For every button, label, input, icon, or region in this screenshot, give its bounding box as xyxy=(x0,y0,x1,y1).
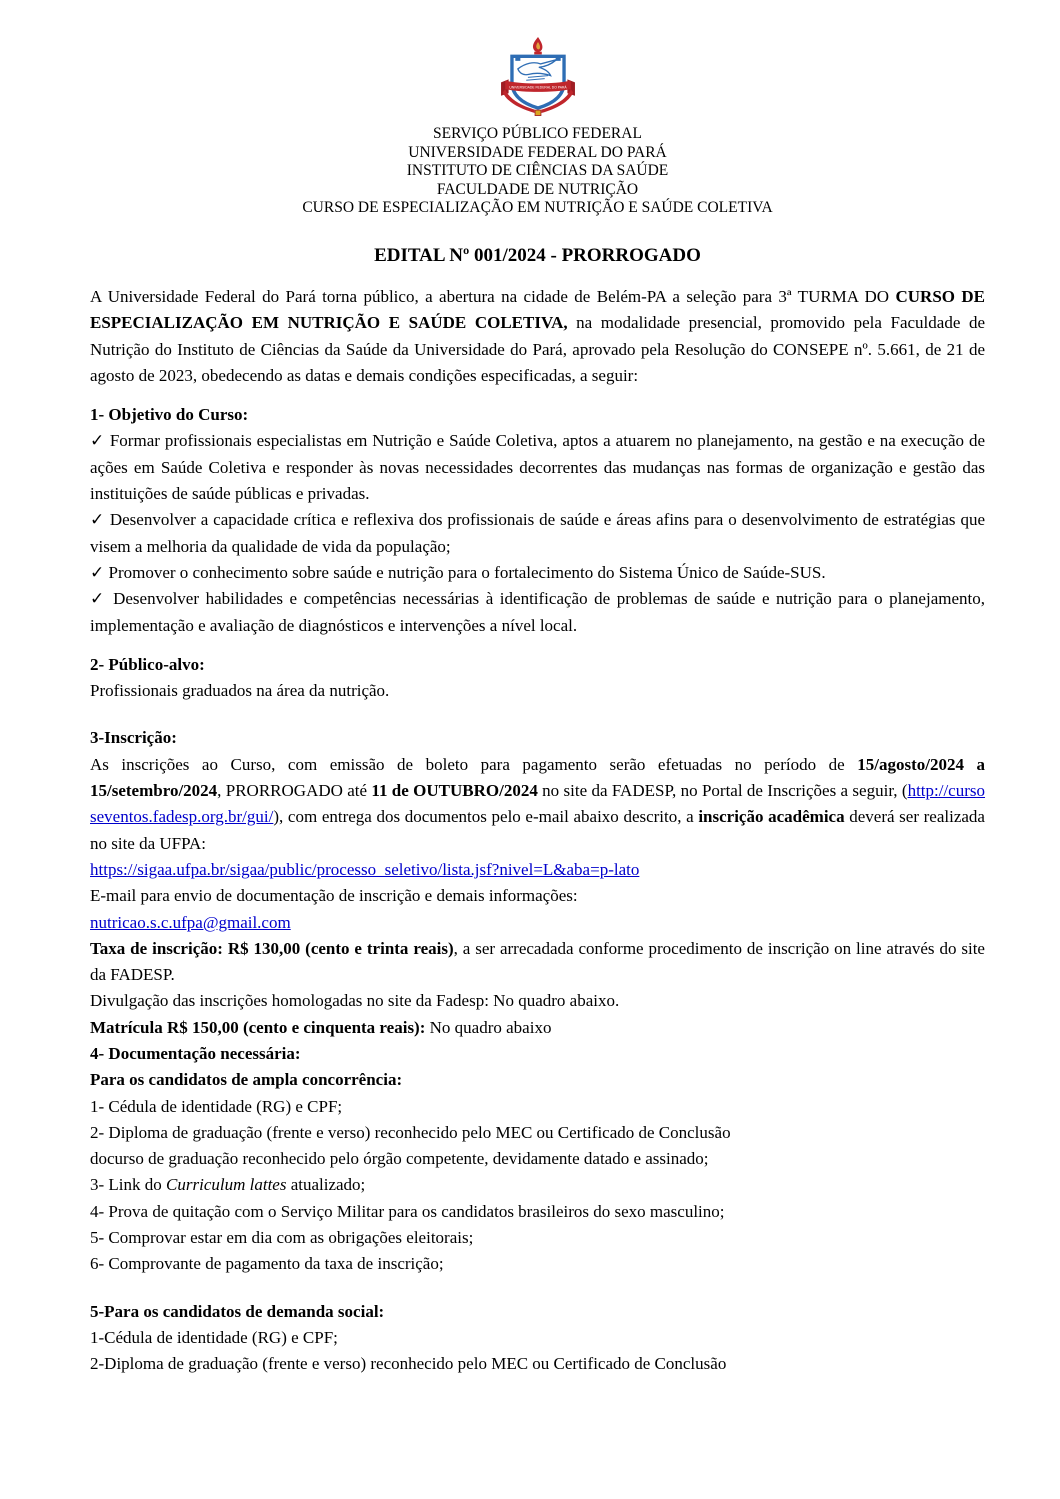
flame-icon xyxy=(532,37,541,54)
objective-item-4 xyxy=(90,586,985,639)
text-run: 15/agosto/2024 a 15/setembro/2024 xyxy=(90,754,985,801)
document-body xyxy=(90,284,985,1378)
objective-item-2 xyxy=(90,507,985,560)
org-line-2: UNIVERSIDADE FEDERAL DO PARÁ xyxy=(408,143,667,161)
doc-item-6 xyxy=(90,1251,985,1277)
text-run: 5-Para os candidatos de demanda social: xyxy=(90,1301,385,1321)
text-run: ✓ Formar profissionais especialistas em Nutrição e Saúde Coletiva, aptos a atuarem no planejamento, na gestão e na execução de ações em Saúde Coletiva e responder às novas necessidades decorrentes das mudanças nas formas de organização e gestão das instituições de saúde públicas e privadas. xyxy=(90,431,985,504)
org-line-3: INSTITUTO DE CIÊNCIAS DA SAÚDE xyxy=(406,162,669,180)
org-line-5: CURSO DE ESPECIALIZAÇÃO EM NUTRIÇÃO E SAÚDE COLETIVA xyxy=(302,199,773,217)
email-info-line xyxy=(90,883,985,909)
text-run: Curriculum lattes xyxy=(166,1175,287,1195)
text-run: ), com entrega dos documentos pelo e-mail abaixo descrito, a xyxy=(273,807,699,827)
text-run: No quadro abaixo xyxy=(425,1017,552,1037)
section-5-heading xyxy=(90,1299,985,1325)
text-run: As inscrições ao Curso, com emissão de boleto para pagamento serão efetuadas no período de xyxy=(90,754,858,774)
text-run: 5- Comprovar estar em dia com as obrigações eleitorais; xyxy=(90,1228,474,1248)
text-run: , PRORROGADO até xyxy=(217,781,372,801)
sigaa-link-line xyxy=(90,857,985,883)
fee-paragraph xyxy=(90,936,985,989)
doc-item-5 xyxy=(90,1225,985,1251)
text-run: 4- Prova de quitação com o Serviço Militar para os candidatos brasileiros do sexo masculino; xyxy=(90,1201,725,1221)
text-run: 2- Diploma de graduação (frente e verso) reconhecido pelo MEC ou Certificado de Conclusão xyxy=(90,1122,731,1142)
email-link-line xyxy=(90,910,985,936)
text-run: Matrícula R$ 150,00 (cento e cinquenta reais): xyxy=(90,1017,426,1037)
crest-banner-text: UNIVERSIDADE FEDERAL DO PARÁ xyxy=(508,85,567,90)
inscription-paragraph xyxy=(90,752,985,857)
text-run: ✓ Desenvolver habilidades e competências necessárias à identificação de problemas de saúde e nutrição para o planejamento, implementação e avaliação de diagnósticos e intervenções a nível local. xyxy=(90,589,985,635)
doc-item-3 xyxy=(90,1172,985,1198)
text-run: ✓ Promover o conhecimento sobre saúde e nutrição para o fortalecimento do Sistema Único de Saúde-SUS. xyxy=(90,562,826,582)
text-run: CURSO DE ESPECIALIZAÇÃO EM NUTRIÇÃO E SAÚDE COLETIVA, xyxy=(90,286,986,333)
social-item-1 xyxy=(90,1325,985,1351)
text-run: deverá ser realizada no site da UFPA: xyxy=(90,807,985,853)
pendant-ornament xyxy=(535,110,541,115)
intro-paragraph xyxy=(90,284,985,389)
ufpa-logo-crest xyxy=(496,36,580,122)
text-run: atualizado; xyxy=(286,1175,366,1195)
text-run: A Universidade Federal do Pará torna público, a abertura na cidade de Belém-PA a seleção para 3ª TURMA DO xyxy=(90,286,896,306)
ampla-concorrencia-heading xyxy=(90,1067,985,1093)
text-run: 3-Inscrição: xyxy=(90,728,177,748)
section-3-heading xyxy=(90,725,985,751)
section-4-heading xyxy=(90,1041,985,1067)
text-run: 6- Comprovante de pagamento da taxa de inscrição; xyxy=(90,1254,444,1274)
target-audience-line xyxy=(90,678,985,704)
email-link[interactable]: nutricao.s.c.ufpa@gmail.com xyxy=(90,912,291,932)
text-run: no site da FADESP, no Portal de Inscrições a seguir, ( xyxy=(537,781,908,801)
text-run: Taxa de inscrição: R$ 130,00 (cento e trinta reais) xyxy=(90,938,454,958)
org-header xyxy=(90,125,985,218)
enrollment-fee-line xyxy=(90,1015,985,1041)
section-1-heading xyxy=(90,402,985,428)
text-run: 1-Cédula de identidade (RG) e CPF; xyxy=(90,1327,338,1347)
text-run: , a ser arrecadada conforme procedimento de inscrição on line através do site da FADESP. xyxy=(90,938,985,985)
text-run: Profissionais graduados na área da nutrição. xyxy=(90,681,390,701)
objective-item-1 xyxy=(90,428,985,507)
homologation-line xyxy=(90,988,985,1014)
text-run: 4- Documentação necessária: xyxy=(90,1043,301,1063)
objective-item-3 xyxy=(90,560,985,586)
text-run: 2- Público-alvo: xyxy=(90,654,205,674)
text-run: E-mail para envio de documentação de inscrição e demais informações: xyxy=(90,886,578,906)
text-run: Para os candidatos de ampla concorrência: xyxy=(90,1070,403,1090)
doc-item-1 xyxy=(90,1094,985,1120)
section-2-heading xyxy=(90,652,985,678)
text-run: 1- Cédula de identidade (RG) e CPF; xyxy=(90,1096,343,1116)
text-run: inscrição acadêmica xyxy=(698,807,845,827)
text-run: ✓ Desenvolver a capacidade crítica e reflexiva dos profissionais de saúde e áreas afins para o desenvolvimento de estratégias que visem a melhoria da qualidade de vida da população; xyxy=(90,510,985,556)
document-title: EDITAL Nº 001/2024 - PRORROGADO xyxy=(374,244,701,266)
fadesp-portal-link[interactable]: http://cursoseventos.fadesp.org.br/gui/ xyxy=(90,781,986,827)
text-run: Divulgação das inscrições homologadas no site da Fadesp: No quadro abaixo. xyxy=(90,991,620,1011)
text-run: 1- Objetivo do Curso: xyxy=(90,405,249,425)
text-run: 2-Diploma de graduação (frente e verso) reconhecido pelo MEC ou Certificado de Conclusão xyxy=(90,1354,727,1374)
text-run: docurso de graduação reconhecido pelo órgão competente, devidamente datado e assinado; xyxy=(90,1149,709,1169)
org-line-1: SERVIÇO PÚBLICO FEDERAL xyxy=(433,125,642,142)
text-run: na modalidade presencial, promovido pela Faculdade de Nutrição do Instituto de Ciências da Saúde da Universidade do Pará, aprovado pela Resolução do CONSEPE nº. 5.661, de 21 de agosto de 2023, obedecendo as datas e demais condições especificadas, a seguir: xyxy=(90,313,985,385)
text-run: 3- Link do xyxy=(90,1175,167,1195)
text-run: 11 de OUTUBRO/2024 xyxy=(371,781,538,801)
doc-item-2 xyxy=(90,1120,985,1173)
doc-item-4 xyxy=(90,1199,985,1225)
sigaa-link[interactable]: https://sigaa.ufpa.br/sigaa/public/processo_seletivo/lista.jsf?nivel=L&aba=p-lato xyxy=(90,859,640,879)
social-item-2 xyxy=(90,1351,985,1377)
org-line-4: FACULDADE DE NUTRIÇÃO xyxy=(436,180,639,198)
